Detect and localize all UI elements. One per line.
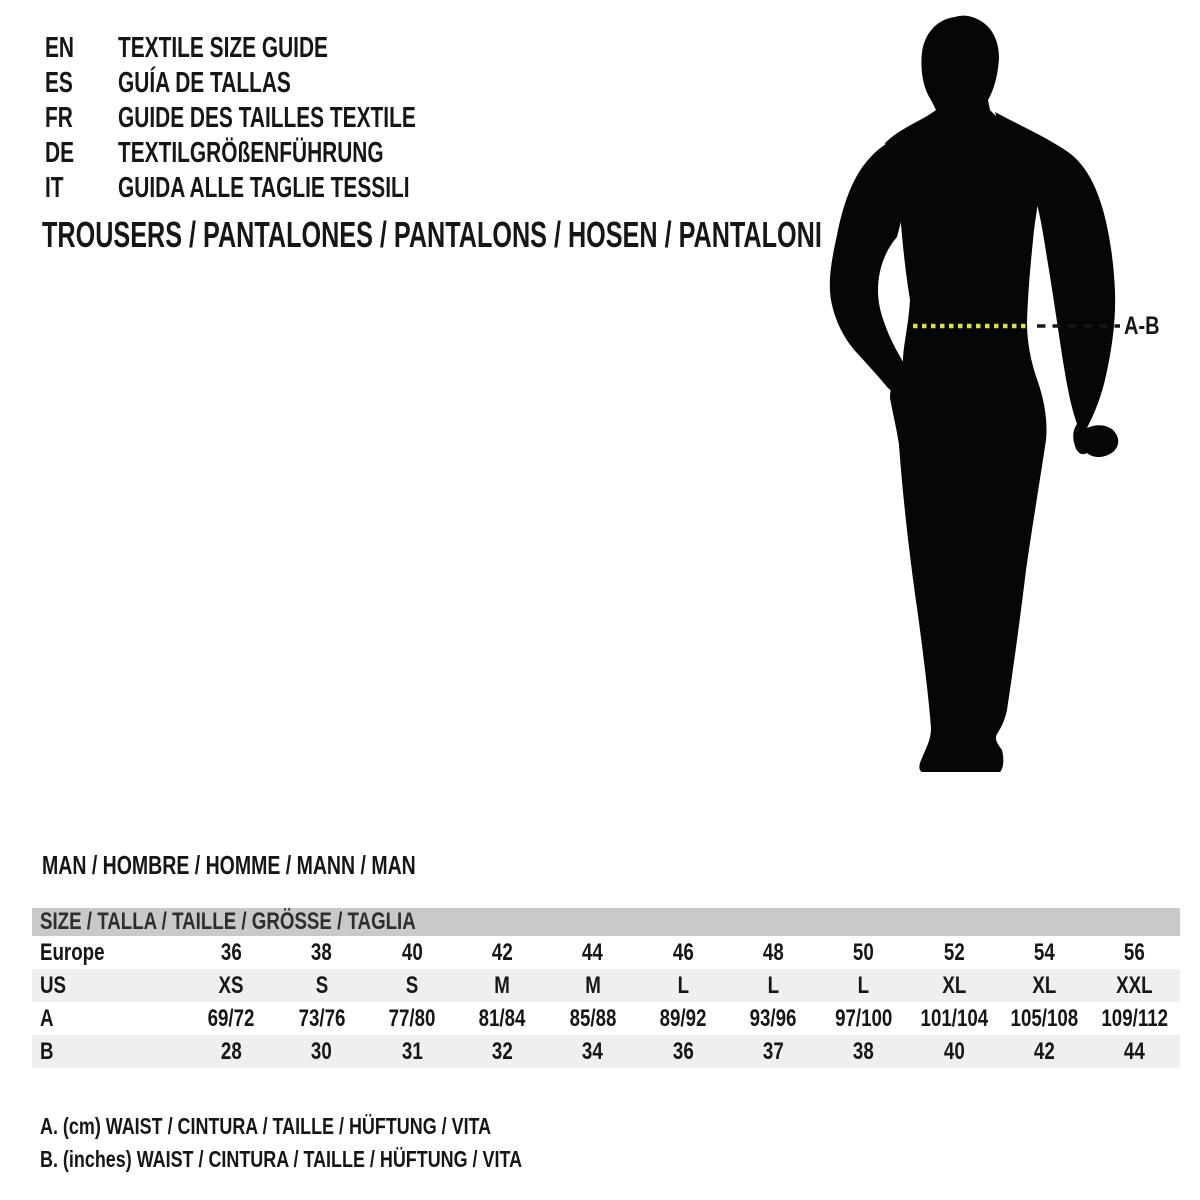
table-row-a-cm bbox=[32, 1002, 1180, 1035]
table-row-us bbox=[32, 969, 1180, 1002]
language-label: GUIDA ALLE TAGLIE TESSILI bbox=[118, 172, 410, 204]
row-label: Europe bbox=[40, 938, 105, 966]
cell-value: 50 bbox=[853, 938, 875, 966]
language-code: DE bbox=[45, 137, 75, 169]
language-code: ES bbox=[45, 67, 73, 99]
cell-value: 77/80 bbox=[388, 1004, 436, 1032]
language-label: TEXTILGRÖßENFÜHRUNG bbox=[118, 137, 384, 169]
cell-value: L bbox=[677, 971, 689, 999]
section-title: MAN / HOMBRE / HOMME / MANN / MAN bbox=[42, 850, 416, 880]
cell-value: 38 bbox=[853, 1037, 875, 1065]
row-label: US bbox=[40, 971, 67, 999]
cell-value: 42 bbox=[1033, 1037, 1055, 1065]
cell-value: 38 bbox=[311, 938, 332, 966]
cell-value: L bbox=[857, 971, 870, 999]
cell-value: 81/84 bbox=[478, 1004, 526, 1032]
cell-value: 93/96 bbox=[749, 1004, 797, 1032]
cell-value: XS bbox=[218, 971, 244, 999]
cell-value: 56 bbox=[1124, 938, 1146, 966]
cell-value: 69/72 bbox=[207, 1004, 255, 1032]
note-a-cm: A. (cm) WAIST / CINTURA / TAILLE / HÜFTUNG / VITA bbox=[40, 1113, 492, 1139]
cell-value: 89/92 bbox=[659, 1004, 707, 1032]
cell-value: XXL bbox=[1116, 971, 1153, 999]
cell-value: 40 bbox=[401, 938, 423, 966]
cell-value: M bbox=[584, 971, 601, 999]
row-label: B bbox=[40, 1037, 54, 1065]
table-row-europe bbox=[32, 936, 1180, 969]
cell-value: M bbox=[494, 971, 511, 999]
cell-value: 36 bbox=[220, 938, 242, 966]
size-table-header: SIZE / TALLA / TAILLE / GRÖSSE / TAGLIA bbox=[32, 908, 1180, 936]
language-label: GUÍA DE TALLAS bbox=[118, 67, 291, 99]
language-code: FR bbox=[45, 102, 73, 134]
cell-value: S bbox=[315, 971, 328, 999]
cell-value: 46 bbox=[672, 938, 694, 966]
cell-value: 73/76 bbox=[298, 1004, 345, 1032]
cell-value: 109/112 bbox=[1101, 1004, 1169, 1032]
language-code: EN bbox=[45, 32, 75, 64]
note-b-inches: B. (inches) WAIST / CINTURA / TAILLE / HÜFTUNG / VITA bbox=[40, 1146, 523, 1172]
table-row-b-inches bbox=[32, 1035, 1180, 1068]
cell-value: 40 bbox=[943, 1037, 965, 1065]
category-title: TROUSERS / PANTALONES / PANTALONS / HOSEN / PANTALONI bbox=[42, 214, 822, 255]
row-label: A bbox=[40, 1004, 54, 1032]
cell-value: S bbox=[405, 971, 419, 999]
cell-value: 28 bbox=[220, 1037, 242, 1065]
waist-measure-label: A-B bbox=[1124, 312, 1160, 340]
cell-value: 48 bbox=[762, 938, 784, 966]
cell-value: 44 bbox=[582, 938, 604, 966]
cell-value: L bbox=[767, 971, 780, 999]
cell-value: 101/104 bbox=[920, 1004, 988, 1032]
cell-value: 52 bbox=[943, 938, 965, 966]
language-label: GUIDE DES TAILLES TEXTILE bbox=[118, 102, 416, 134]
cell-value: XL bbox=[1032, 971, 1057, 999]
measurement-notes bbox=[40, 1110, 658, 1176]
cell-value: 34 bbox=[582, 1037, 604, 1065]
cell-value: 97/100 bbox=[835, 1004, 893, 1032]
cell-value: 37 bbox=[762, 1037, 784, 1065]
cell-value: 54 bbox=[1033, 938, 1055, 966]
cell-value: 31 bbox=[401, 1037, 423, 1065]
cell-value: 30 bbox=[311, 1037, 332, 1065]
cell-value: 105/108 bbox=[1010, 1004, 1079, 1032]
cell-value: 32 bbox=[491, 1037, 513, 1065]
language-code: IT bbox=[45, 172, 64, 204]
cell-value: 44 bbox=[1124, 1037, 1146, 1065]
size-table bbox=[32, 908, 1180, 1068]
cell-value: 85/88 bbox=[569, 1004, 617, 1032]
language-label: TEXTILE SIZE GUIDE bbox=[118, 32, 328, 64]
cell-value: XL bbox=[942, 971, 967, 999]
cell-value: 42 bbox=[491, 938, 513, 966]
cell-value: 36 bbox=[672, 1037, 694, 1065]
